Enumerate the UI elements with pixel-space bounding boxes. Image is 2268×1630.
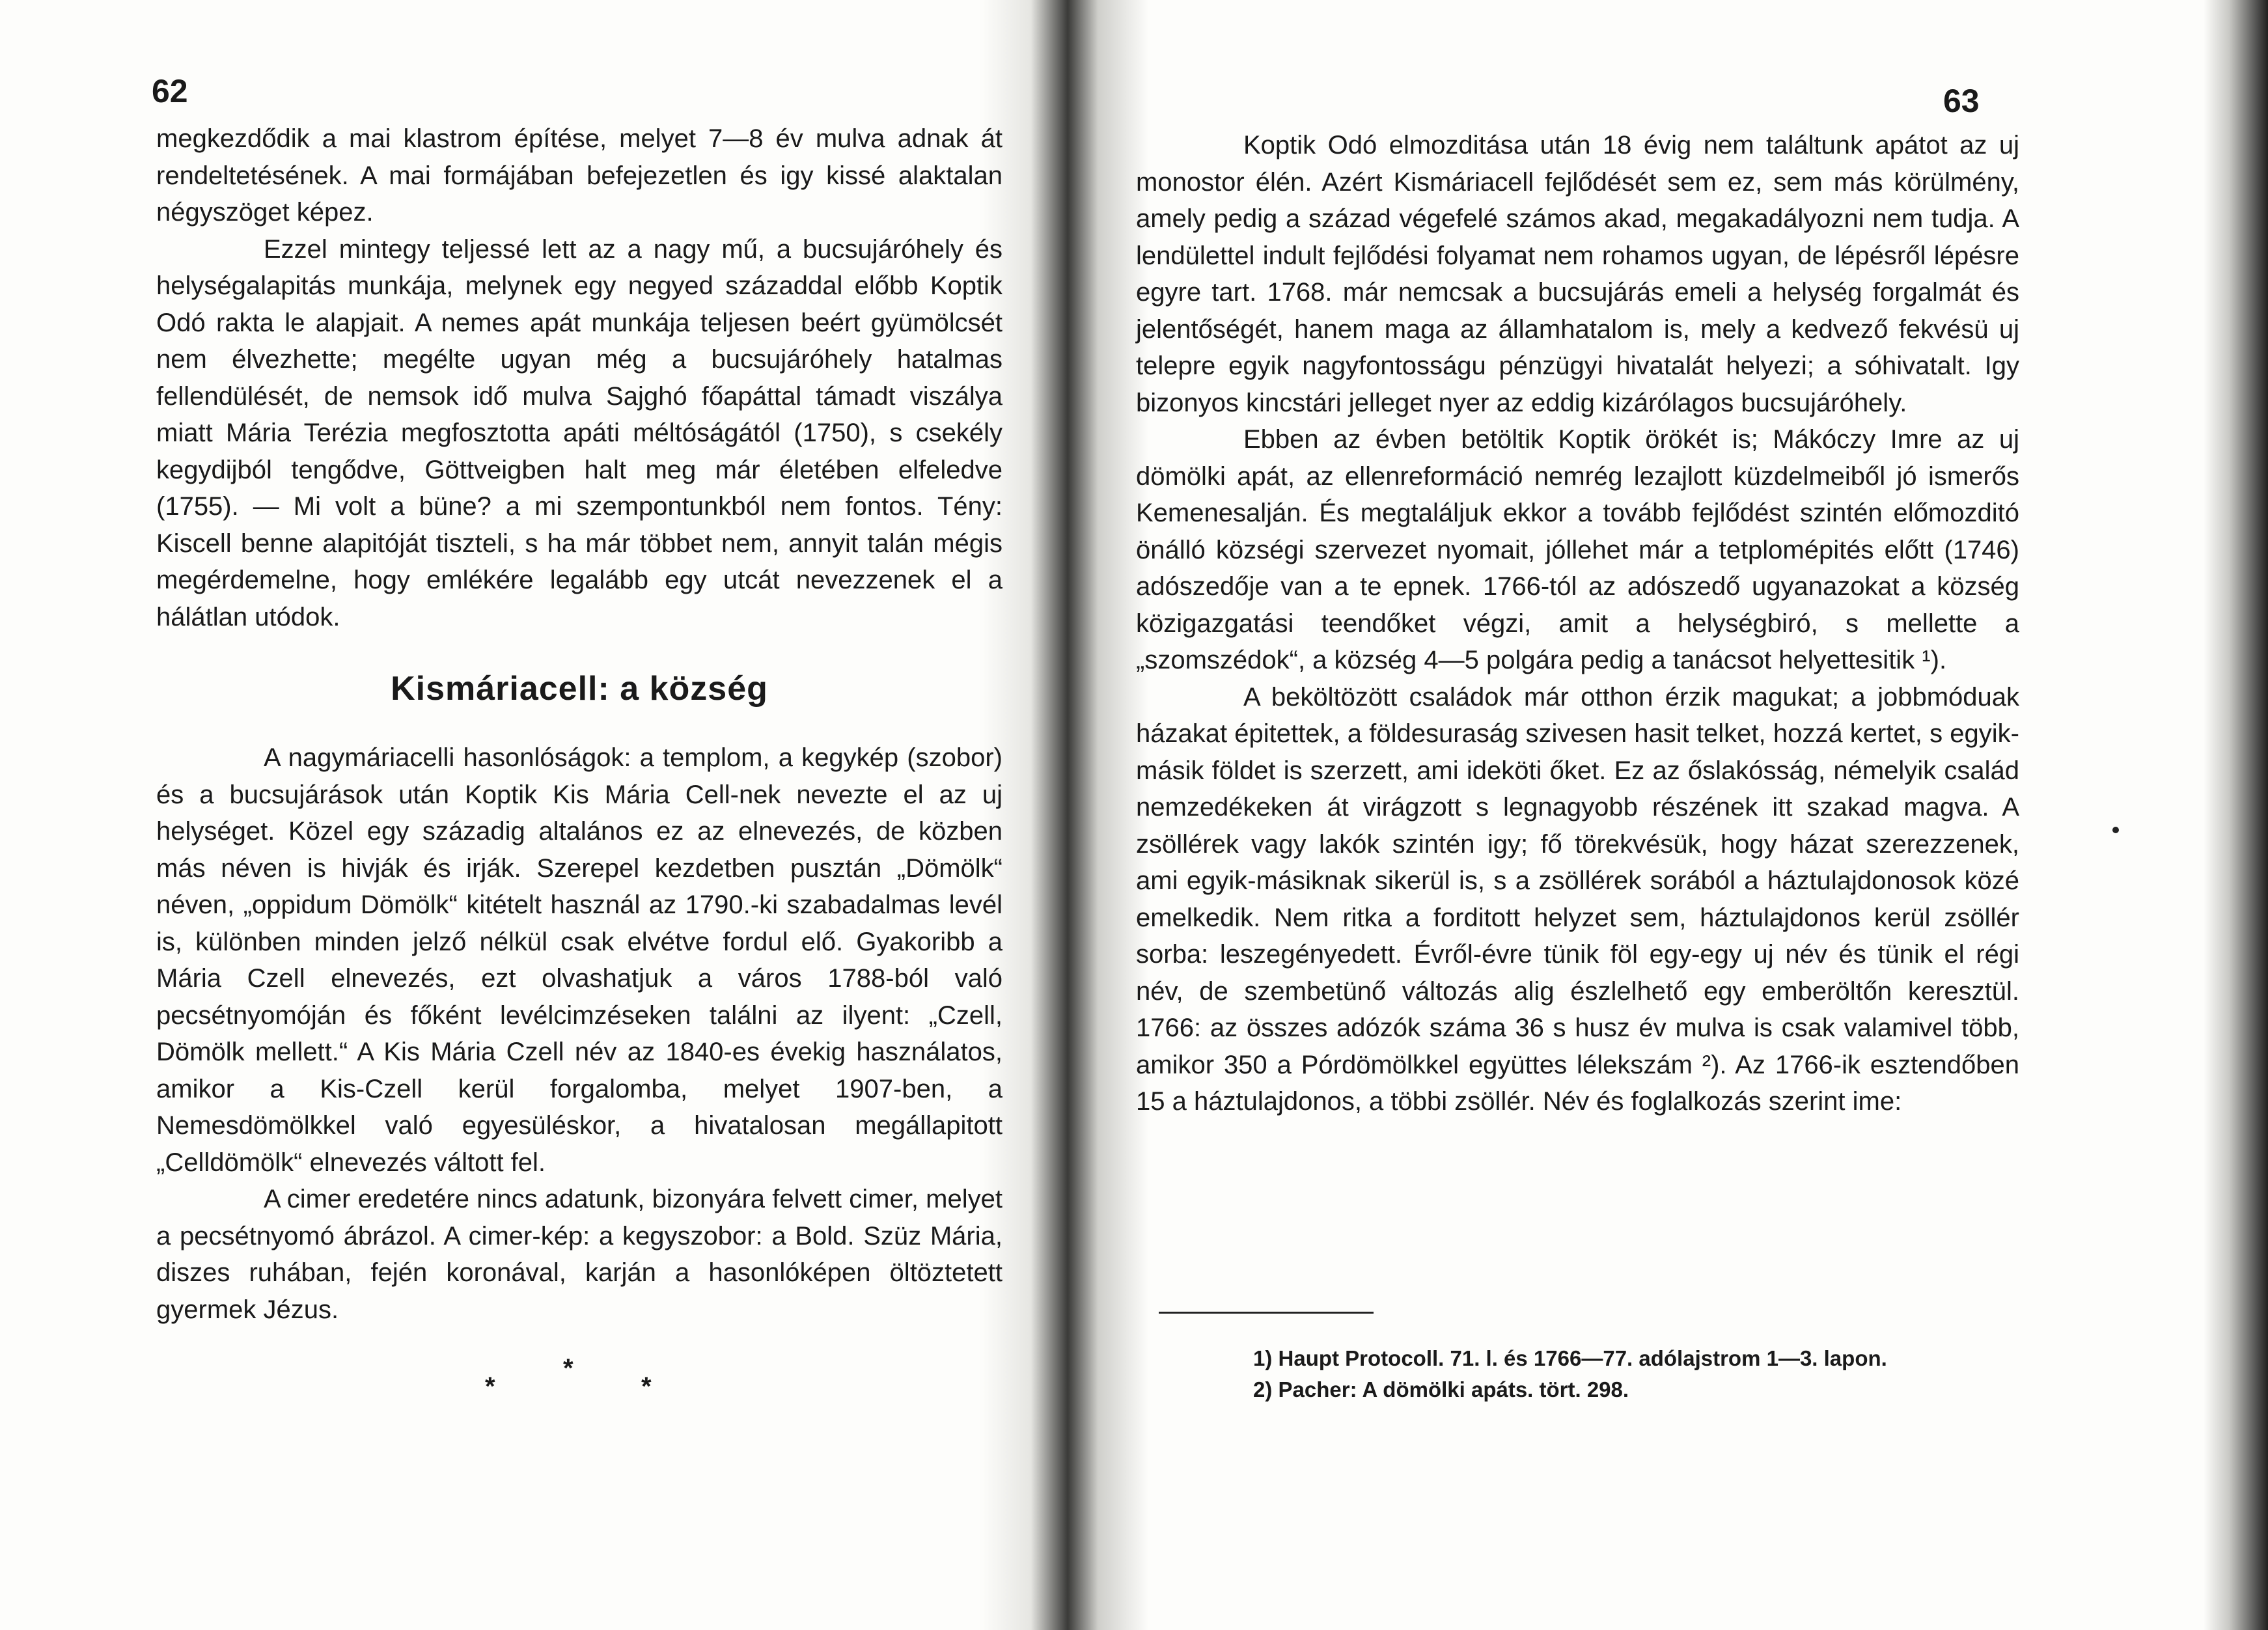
section-ornament (485, 1354, 680, 1406)
section-heading: Kismáriacell: a község (391, 670, 768, 708)
left-page (146, 0, 1006, 1630)
margin-mark (2112, 827, 2119, 833)
ornament-star: * (485, 1372, 495, 1401)
footnotes (1253, 1343, 1969, 1405)
page-edge-shadow (2204, 0, 2268, 1630)
footnote: 2) Pacher: A dömölki apáts. tört. 298. (1253, 1377, 1629, 1402)
paragraph: A beköltözött családok már otthon érzik magukat; a jobbmóduak házakat épitettek, a földesuraság szivesen hasit telket, hozzá kertet, s egyik-másik földet is szerzett, ami ideköti őket. Ez az őslakósság, némelyik család nemzedékeken át virágzott s legnagyobb részének itt szakad magva. A zsöllérek vagy lakók szintén igy; fő törekvésük, hogy házat szerezzenek, ami egyik-másiknak sikerül is, s a zsöllérek sorából a háztulajdonosok közé emelkedik. Nem ritka a forditott helyzet sem, háztulajdonos kerül zsöllér sorba: leszegényedett. Évről-évre tünik föl egy-egy uj név és tünik el régi név, de szembetünő változás alig észlelhető egy emberöltőn keresztül. 1766: az összes adózók száma 36 s husz év mulva is csak valamivel több, amikor 350 a Pórdömölkkel együttes lélekszám ²). Az 1766-ik esztendőben 15 a háztulajdonos, a többi zsöllér. Név és foglalkozás szerint ime: (1136, 682, 2019, 1116)
page-number-right: 63 (1943, 83, 1980, 119)
left-page-text (156, 120, 1003, 1328)
paragraph: Ezzel mintegy teljessé lett az a nagy mű, a bucsujáróhely és helységalapitás munkája, melynek egy negyed századdal előbb Koptik Odó rakta le alapjait. A nemes apát munkája teljesen beért gyümölcsét nem élvezhette; megélte ugyan még a bucsujáróhely hatalmas fellendülését, de nemsok idő mulva Sajghó főapáttal támadt viszálya miatt Mária Terézia megfosztotta apáti méltóságától (1750), s csekély kegydijból tengődve, Göttveigben halt meg már életében elfeledve (1755). — Mi volt a büne? a mi szempontunkból nem fontos. Tény: Kiscell benne alapitóját tiszteli, s ha már többet nem, annyit talán mégis megérdemelne, hogy emlékére legalább egy utcát nevezzenek el a hálátlan utódok. (156, 234, 1003, 631)
paragraph: A cimer eredetére nincs adatunk, bizonyára felvett cimer, melyet a pecsétnyomó ábrázol. A cimer-kép: a kegyszobor: a Bold. Szüz Mária, diszes ruhában, fején koronával, karján a hasonlóképen öltöztetett gyermek Jézus. (156, 1185, 1003, 1324)
paragraph: Ebben az évben betöltik Koptik örökét is; Mákóczy Imre az uj dömölki apát, az ellenreformáció nemrég lezajlott küzdelmeiből jó ismerős Kemenesalján. És megtaláljuk ekkor a tovább fejlődést szintén előmozditó önálló községi szervezet nyomait, jóllehet már a tetplomépités előtt (1746) adószedője van a te epnek. 1766-tól az adószedő ugyanazokat a község közigazgatási teendőket végzi, amit a helységbiró, s mellette a „szomszédok“, a község 4—5 polgára pedig a tanácsot helyettesitik ¹). (1136, 425, 2019, 674)
right-page-text (1136, 127, 2019, 1120)
footnote-rule (1159, 1312, 1374, 1314)
ornament-star: * (641, 1372, 652, 1401)
footnote: 1) Haupt Protocoll. 71. l. és 1766—77. adólajstrom 1—3. lapon. (1253, 1346, 1887, 1370)
ornament-star: * (563, 1354, 574, 1383)
page-number-left: 62 (152, 73, 188, 109)
paragraph: megkezdődik a mai klastrom építése, melyet 7—8 év mulva adnak át rendeltetésének. A mai formájában befejezetlen és igy kissé alaktalan négyszöget képez. (156, 124, 1003, 227)
paragraph: Koptik Odó elmozditása után 18 évig nem találtunk apátot az uj monostor élén. Azért Kismáriacell fejlődését sem ez, sem más körülmény, amely pedig a század végefelé számos akad, megakadályozni nem tudja. A lendülettel indult fejlődési folyamat nem rohamos ugyan, de lépésről lépésre egyre tart. 1768. már nemcsak a bucsujárás emeli a helység forgalmát és jelentőségét, hanem maga az államhatalom is, mely a kedvező fekvésü uj telepre egyik nagyfontosságu pénzügyi hivatalát helyezi; a sóhivatalt. Igy bizonyos kincstári jelleget nyer az eddig kizárólagos bucsujáróhely. (1136, 131, 2019, 417)
paragraph: A nagymáriacelli hasonlóságok: a templom, a kegykép (szobor) és a bucsujárások után Koptik Kis Mária Cell-nek nevezte el az uj helységet. Közel egy századig altalános ez az elnevezés, de közben más néven is hivják és irják. Szerepel kezdetben pusztán „Dömölk“ néven, „oppidum Dömölk“ kitételt használ az 1790.-ki szabadalmas levél is, különben minden jelző nélkül csak elvétve fordul elő. Gyakoribb a Mária Czell elnevezés, ezt olvashatjuk a város 1788-ból való pecsétnyomóján és főként levélcimzéseken találni az ilyent: „Czell, Dömölk mellett.“ A Kis Mária Czell név az 1840-es évekig használatos, amikor a Kis-Czell kerül forgalomba, melyet 1907-ben, a Nemesdömölkkel való egyesüléskor, a hivatalosan megállapitott „Celldömölk“ elnevezés váltott fel. (156, 743, 1003, 1177)
